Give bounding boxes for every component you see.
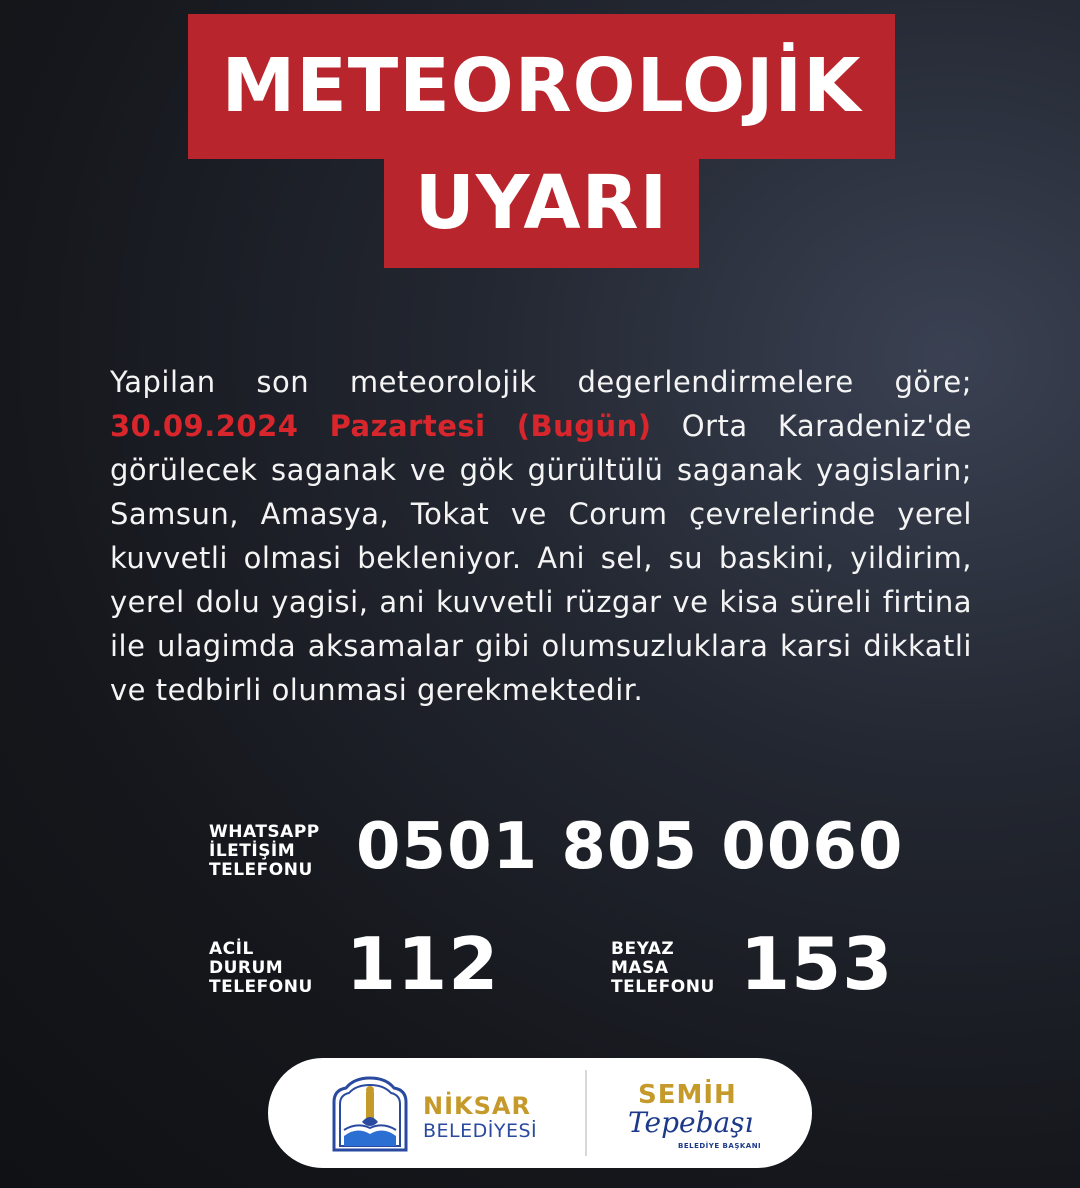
announcement-date: 30.09.2024 Pazartesi (Bugün) (110, 409, 652, 443)
semih-sub: BELEDİYE BAŞKANI (678, 1142, 762, 1150)
niksar-sub: BELEDİYESİ (423, 1120, 538, 1142)
semih-name: SEMİH (638, 1080, 737, 1110)
whatsapp-number[interactable]: 0501 805 0060 (356, 810, 904, 884)
emergency-label: ACİL DURUM TELEFONU (209, 939, 313, 997)
emergency-number[interactable]: 112 (346, 922, 500, 1006)
niksar-emblem-icon (330, 1076, 410, 1152)
footer-logo-bar (268, 1058, 812, 1168)
title-line-2: UYARI (384, 158, 699, 268)
announcement-intro: Yapilan son meteorolojik degerlendirmelere göre; (110, 365, 972, 399)
niksar-name: NİKSAR (423, 1092, 531, 1120)
announcement-text (110, 360, 972, 712)
title-line-1: METEOROLOJİK (188, 14, 895, 159)
whatsapp-label: WHATSAPP İLETİŞİM TELEFONU (209, 822, 320, 880)
white-desk-label: BEYAZ MASA TELEFONU (611, 939, 715, 997)
announcement-rest: Orta Karadeniz'de görülecek saganak ve gök gürültülü saganak yagislarin; Samsun, Amasya, Tokat ve Corum çevrelerinde yerel kuvvetli olmasi bekleniyor. Ani sel, su baskini, yildirim, yerel dolu yagisi, ani kuvvetli rüzgar ve kisa süreli firtina ile ulagimda aksamalar gibi olumsuzluklara karsi dikkatli ve tedbirli olunmasi gerekmektedir. (110, 409, 972, 707)
white-desk-number[interactable]: 153 (740, 922, 894, 1006)
logo-divider (585, 1070, 587, 1156)
semih-signature: Tepebaşı (628, 1106, 754, 1139)
